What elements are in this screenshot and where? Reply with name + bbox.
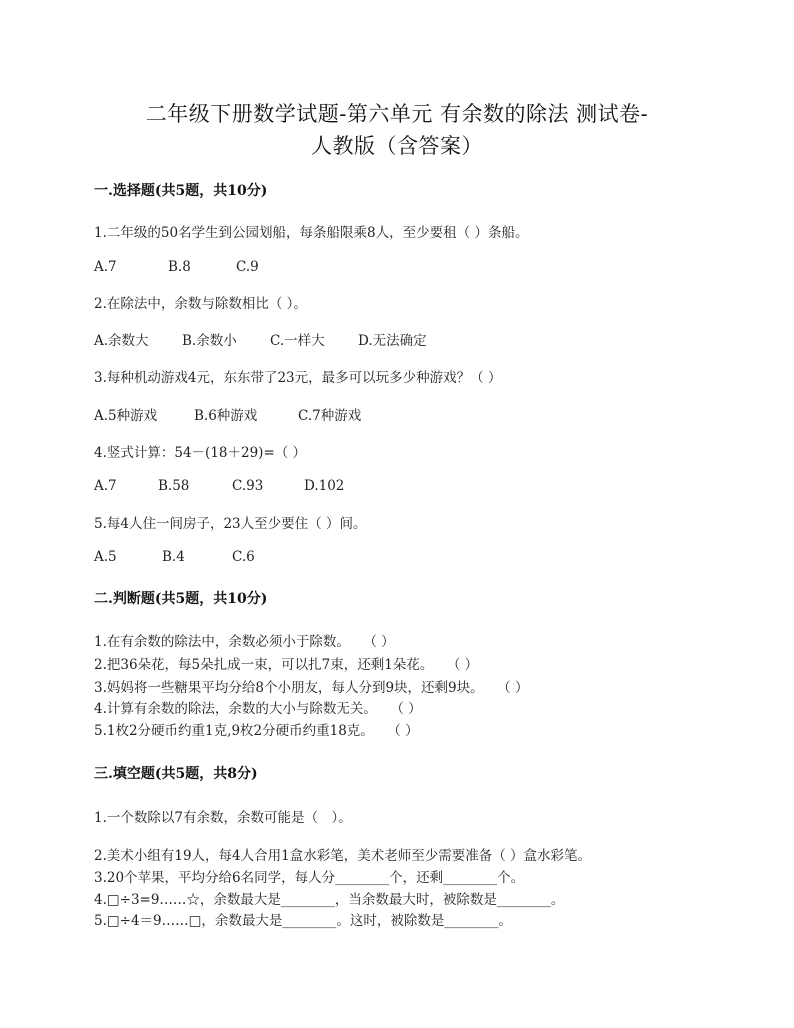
fill-blank-item-2: 2.美术小组有19人，每4人合用1盒水彩笔，美术老师至少需要准备（ ）盒水彩笔。	[94, 848, 592, 864]
option-c: C.9	[236, 259, 259, 275]
fill-blank-item-3: 3.20个苹果，平均分给6名同学，每人分________个，还剩________个。	[94, 870, 525, 886]
choice-question-5: 5.每4人住一间房子，23人至少要住（ ）间。	[94, 516, 367, 532]
option-b: B.余数小	[182, 333, 237, 349]
option-d: D.102	[304, 478, 345, 494]
option-c: C.7种游戏	[298, 408, 362, 424]
judgment-item-4: 4.计算有余数的除法，余数的大小与除数无关。 （ ）	[94, 701, 422, 717]
fill-blank-item-4: 4.□÷3=9……☆，余数最大是________，当余数最大时，被除数是________。	[94, 892, 565, 908]
option-b: B.58	[158, 478, 190, 494]
option-a: A.余数大	[94, 333, 149, 349]
option-b: B.6种游戏	[194, 408, 258, 424]
judgment-item-1: 1.在有余数的除法中，余数必须小于除数。 （ ）	[94, 634, 395, 650]
choice-question-4: 4.竖式计算：54－(18＋29)=（ ）	[94, 445, 307, 461]
option-b: B.8	[168, 259, 191, 275]
option-c: C.93	[232, 478, 264, 494]
option-c: C.6	[232, 549, 255, 565]
section-heading-choice: 一.选择题(共5题，共10分)	[94, 183, 268, 199]
section-heading-fill-blank: 三.填空题(共5题，共8分)	[94, 766, 258, 782]
fill-blank-item-5: 5.□÷4＝9……□，余数最大是________。这时，被除数是________。	[94, 913, 512, 929]
option-a: A.5种游戏	[94, 408, 158, 424]
option-a: A.7	[94, 478, 117, 494]
option-b: B.4	[162, 549, 185, 565]
page-title-line-2: 人教版（含答案）	[311, 134, 483, 158]
fill-blank-item-1: 1.一个数除以7有余数，余数可能是（ ）。	[94, 810, 352, 826]
judgment-item-2: 2.把36朵花，每5朵扎成一束，可以扎7束，还剩1朵花。 （ ）	[94, 657, 479, 673]
choice-question-3: 3.每种机动游戏4元，东东带了23元，最多可以玩多少种游戏？（ ）	[94, 370, 502, 386]
choice-question-1: 1.二年级的50名学生到公园划船，每条船限乘8人，至少要租（ ）条船。	[94, 225, 529, 241]
judgment-item-5: 5.1枚2分硬币约重1克,9枚2分硬币约重18克。 （ ）	[94, 723, 419, 739]
option-a: A.7	[94, 259, 117, 275]
choice-question-2: 2.在除法中，余数与除数相比（ ）。	[94, 296, 307, 312]
page-title-line-1: 二年级下册数学试题-第六单元 有余数的除法 测试卷-	[145, 102, 649, 126]
option-c: C.一样大	[270, 333, 325, 349]
judgment-item-3: 3.妈妈将一些糖果平均分给8个小朋友，每人分到9块，还剩9块。 （ ）	[94, 680, 529, 696]
option-a: A.5	[94, 549, 117, 565]
option-d: D.无法确定	[358, 333, 427, 349]
section-heading-judgment: 二.判断题(共5题，共10分)	[94, 591, 268, 607]
